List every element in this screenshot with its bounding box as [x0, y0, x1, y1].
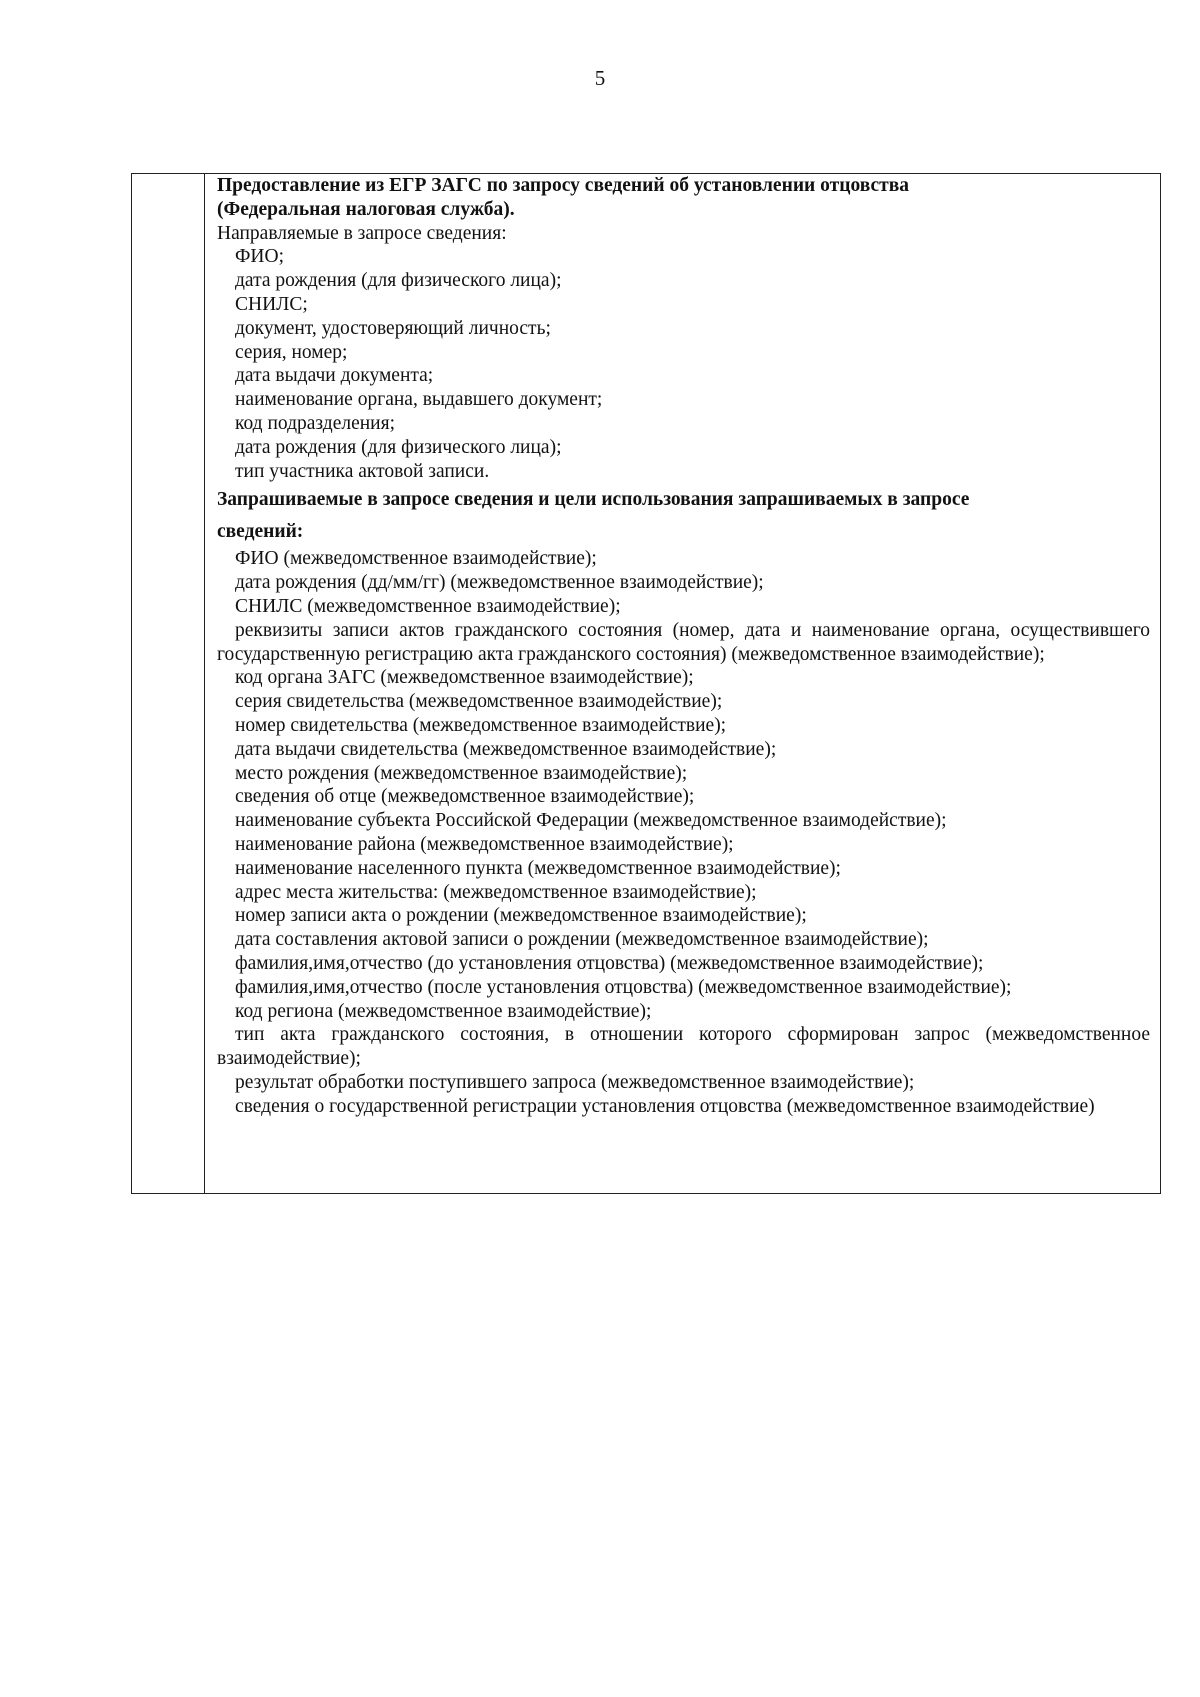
- list-item: наименование района (межведомственное взаимодействие);: [235, 833, 734, 855]
- list-item: номер свидетельства (межведомственное взаимодействие);: [235, 714, 727, 736]
- list-item: номер записи акта о рождении (межведомственное взаимодействие);: [235, 905, 807, 927]
- list-item: место рождения (межведомственное взаимодействие);: [235, 762, 688, 784]
- list-item: наименование населенного пункта (межведомственное взаимодействие);: [235, 857, 841, 879]
- column-divider: [204, 174, 205, 1193]
- list-item: сведения об отце (межведомственное взаимодействие);: [235, 786, 695, 808]
- list-item: дата выдачи свидетельства (межведомственное взаимодействие);: [235, 738, 777, 760]
- list-item: фамилия,имя,отчество (после установления отцовства) (межведомственное взаимодействие);: [235, 976, 1012, 998]
- list-item: документ, удостоверяющий личность;: [235, 317, 551, 339]
- list-item: СНИЛС (межведомственное взаимодействие);: [235, 595, 621, 617]
- list-item: наименование органа, выдавшего документ;: [235, 389, 603, 411]
- list-item: дата составления актовой записи о рождении (межведомственное взаимодействие);: [235, 929, 929, 951]
- list-item: дата рождения (для физического лица);: [235, 270, 562, 292]
- list-item: результат обработки поступившего запроса (межведомственное взаимодействие);: [235, 1071, 915, 1093]
- list-item: код органа ЗАГС (межведомственное взаимодействие);: [235, 667, 694, 689]
- requested-list: [217, 547, 1150, 1118]
- list-item: серия, номер;: [235, 341, 348, 363]
- sent-label: Направляемые в запросе сведения:: [217, 222, 507, 244]
- list-item: дата рождения (дд/мм/гг) (межведомственное взаимодействие);: [235, 572, 764, 594]
- list-item: сведения о государственной регистрации установления отцовства (межведомственное взаимодействие): [235, 1095, 1095, 1117]
- requested-title-line: сведений:: [217, 521, 304, 543]
- list-item: наименование субъекта Российской Федерации (межведомственное взаимодействие);: [235, 810, 947, 832]
- list-item: ФИО (межведомственное взаимодействие);: [235, 548, 597, 570]
- section-title-line: (Федеральная налоговая служба).: [217, 198, 515, 220]
- list-item: дата выдачи документа;: [235, 365, 434, 387]
- list-item: серия свидетельства (межведомственное взаимодействие);: [235, 691, 723, 713]
- list-item: тип акта гражданского состояния, в отношении которого сформирован запрос (межведомственное взаимодействие);: [217, 1024, 1150, 1070]
- list-item: фамилия,имя,отчество (до установления отцовства) (межведомственное взаимодействие);: [235, 952, 984, 974]
- list-item: реквизиты записи актов гражданского состояния (номер, дата и наименование органа, осуществившего государственную регистрацию акта гражданского состояния) (межведомственное взаимодействие);: [217, 619, 1150, 665]
- list-item: дата рождения (для физического лица);: [235, 436, 562, 458]
- list-item: СНИЛС;: [235, 293, 308, 315]
- sent-list: [217, 245, 1150, 483]
- requested-title-line: Запрашиваемые в запросе сведения и цели использования запрашиваемых в запросе: [217, 489, 970, 511]
- list-item: адрес места жительства: (межведомственное взаимодействие);: [235, 881, 757, 903]
- document-table: [131, 173, 1161, 1194]
- section-title-line: Предоставление из ЕГР ЗАГС по запросу сведений об установлении отцовства: [217, 175, 910, 196]
- list-item: код подразделения;: [235, 412, 395, 434]
- list-item: код региона (межведомственное взаимодействие);: [235, 1000, 652, 1022]
- list-item: тип участника актовой записи.: [235, 460, 490, 482]
- page-number: 5: [594, 66, 606, 90]
- list-item: ФИО;: [235, 246, 284, 268]
- content-cell: [217, 174, 1150, 1118]
